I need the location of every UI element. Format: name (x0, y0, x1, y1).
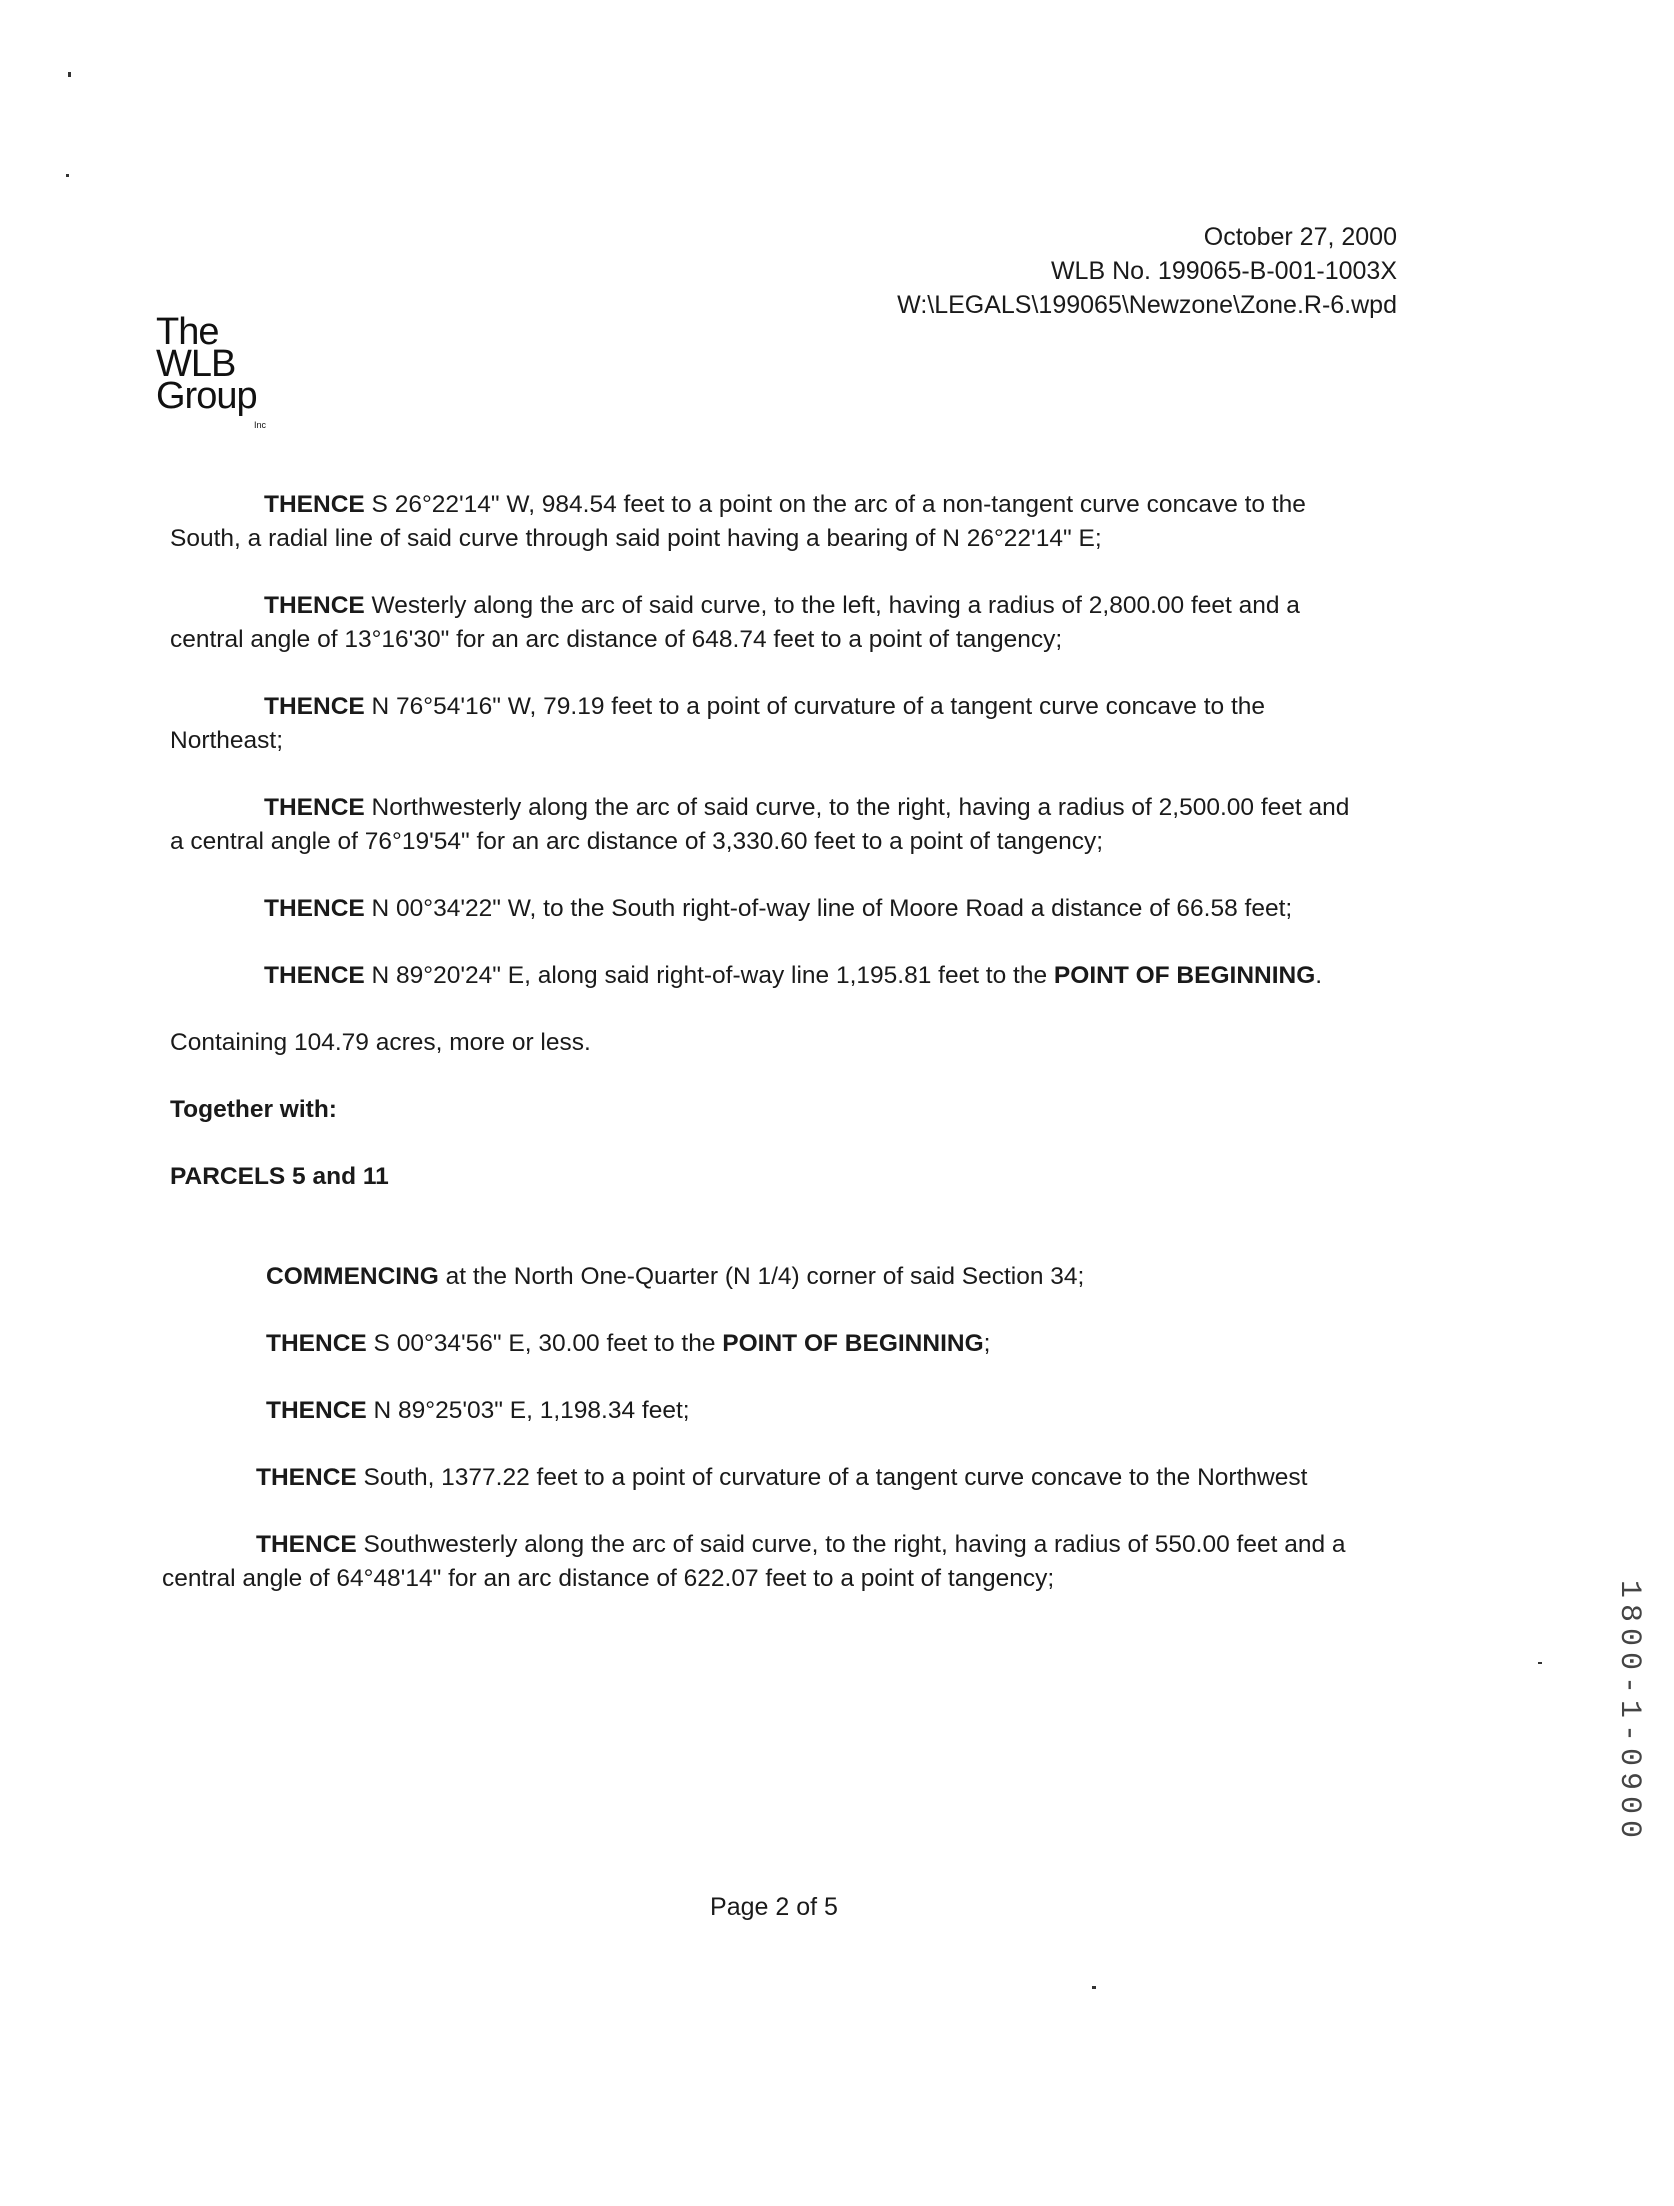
lead-word: COMMENCING (266, 1263, 439, 1290)
stamp-number: 1800-1-0900 (1612, 1580, 1646, 1845)
containing-acres: Containing 104.79 acres, more or less. (170, 1029, 591, 1056)
paragraph-text: N 00°34'22" W, to the South right-of-way line of Moore Road a distance of 66.58 feet; (364, 895, 1293, 922)
paragraph-text: South, 1377.22 feet to a point of curvature of a tangent curve concave to the Northwest (356, 1464, 1308, 1491)
wlb-group-logo (152, 311, 292, 434)
lead-word: THENCE (266, 1397, 367, 1424)
lead-word: THENCE (264, 693, 365, 720)
lead-word: THENCE (256, 1531, 357, 1558)
document-header (897, 220, 1397, 322)
point-of-beginning: POINT OF BEGINNING (1053, 962, 1316, 989)
scan-speck (1538, 1662, 1542, 1664)
scan-speck (66, 174, 69, 177)
scan-speck (1092, 1986, 1096, 1989)
paragraph-thence-4 (170, 791, 1350, 859)
paragraph-thence-2 (170, 589, 1350, 657)
header-date: October 27, 2000 (1203, 223, 1397, 251)
paragraph-text: Southwesterly along the arc of said curve, to the right, having a radius of 550.00 feet and a central angle of 64°48'14" for an arc distance of 622.07 feet to a point of tangency; (162, 1531, 1346, 1592)
paragraph-text: N 89°25'03" E, 1,198.34 feet; (366, 1397, 690, 1424)
page-number: Page 2 of 5 (710, 1893, 838, 1921)
lead-word: THENCE (256, 1464, 357, 1491)
paragraph-text: S 26°22'14" W, 984.54 feet to a point on the arc of a non-tangent curve concave to the South, a radial line of said curve through said point having a bearing of N 26°22'14" E; (170, 491, 1306, 552)
lead-word: THENCE (264, 895, 365, 922)
paragraph-text: N 76°54'16" W, 79.19 feet to a point of curvature of a tangent curve concave to the Northeast; (170, 693, 1266, 754)
together-with: Together with: (170, 1096, 337, 1123)
lead-word: THENCE (266, 1330, 367, 1357)
side-stamp (1612, 1580, 1652, 1940)
paragraph-thence-6 (170, 959, 1350, 993)
paragraph-thence-3 (170, 690, 1350, 758)
legal-description-body (162, 488, 1350, 1629)
logo-inc: Inc (254, 420, 267, 430)
point-of-beginning: POINT OF BEGINNING (722, 1330, 984, 1357)
paragraph-thence-5 (170, 892, 1350, 926)
logo-line-the: The (156, 311, 219, 353)
logo-line-group: Group (156, 375, 257, 417)
paragraph-end: ; (983, 1330, 991, 1357)
lead-word: THENCE (264, 592, 365, 619)
header-file-path: W:\LEGALS\199065\Newzone\Zone.R-6.wpd (897, 291, 1397, 319)
paragraph-text: S 00°34'56" E, 30.00 feet to the (366, 1330, 723, 1357)
paragraph-text: Northwesterly along the arc of said curve, to the right, having a radius of 2,500.00 feet and a central angle of 76°19'54" for an arc distance of 3,330.60 feet to a point of tangency; (170, 794, 1350, 855)
scan-speck (68, 72, 71, 77)
paragraph-commencing (266, 1260, 1350, 1294)
paragraph-text: N 89°20'24" E, along said right-of-way line 1,195.81 feet to the (364, 962, 1054, 989)
paragraph-thence-1 (170, 488, 1350, 556)
logo-line-wlb: WLB (156, 343, 236, 385)
paragraph-text: Westerly along the arc of said curve, to the left, having a radius of 2,800.00 feet and a central angle of 13°16'30" for an arc distance of 648.74 feet to a point of tangency; (170, 592, 1300, 653)
paragraph-thence-8 (266, 1327, 1350, 1361)
paragraph-thence-9 (266, 1394, 1350, 1428)
lead-word: THENCE (264, 794, 365, 821)
paragraph-thence-11 (162, 1528, 1350, 1596)
paragraph-text: at the North One-Quarter (N 1/4) corner of said Section 34; (438, 1263, 1085, 1290)
paragraph-thence-10 (162, 1461, 1350, 1495)
parcels-heading: PARCELS 5 and 11 (170, 1163, 389, 1190)
lead-word: THENCE (264, 491, 365, 518)
lead-word: THENCE (264, 962, 365, 989)
header-wlb-number: WLB No. 199065-B-001-1003X (1050, 257, 1397, 285)
paragraph-end: . (1315, 962, 1323, 989)
